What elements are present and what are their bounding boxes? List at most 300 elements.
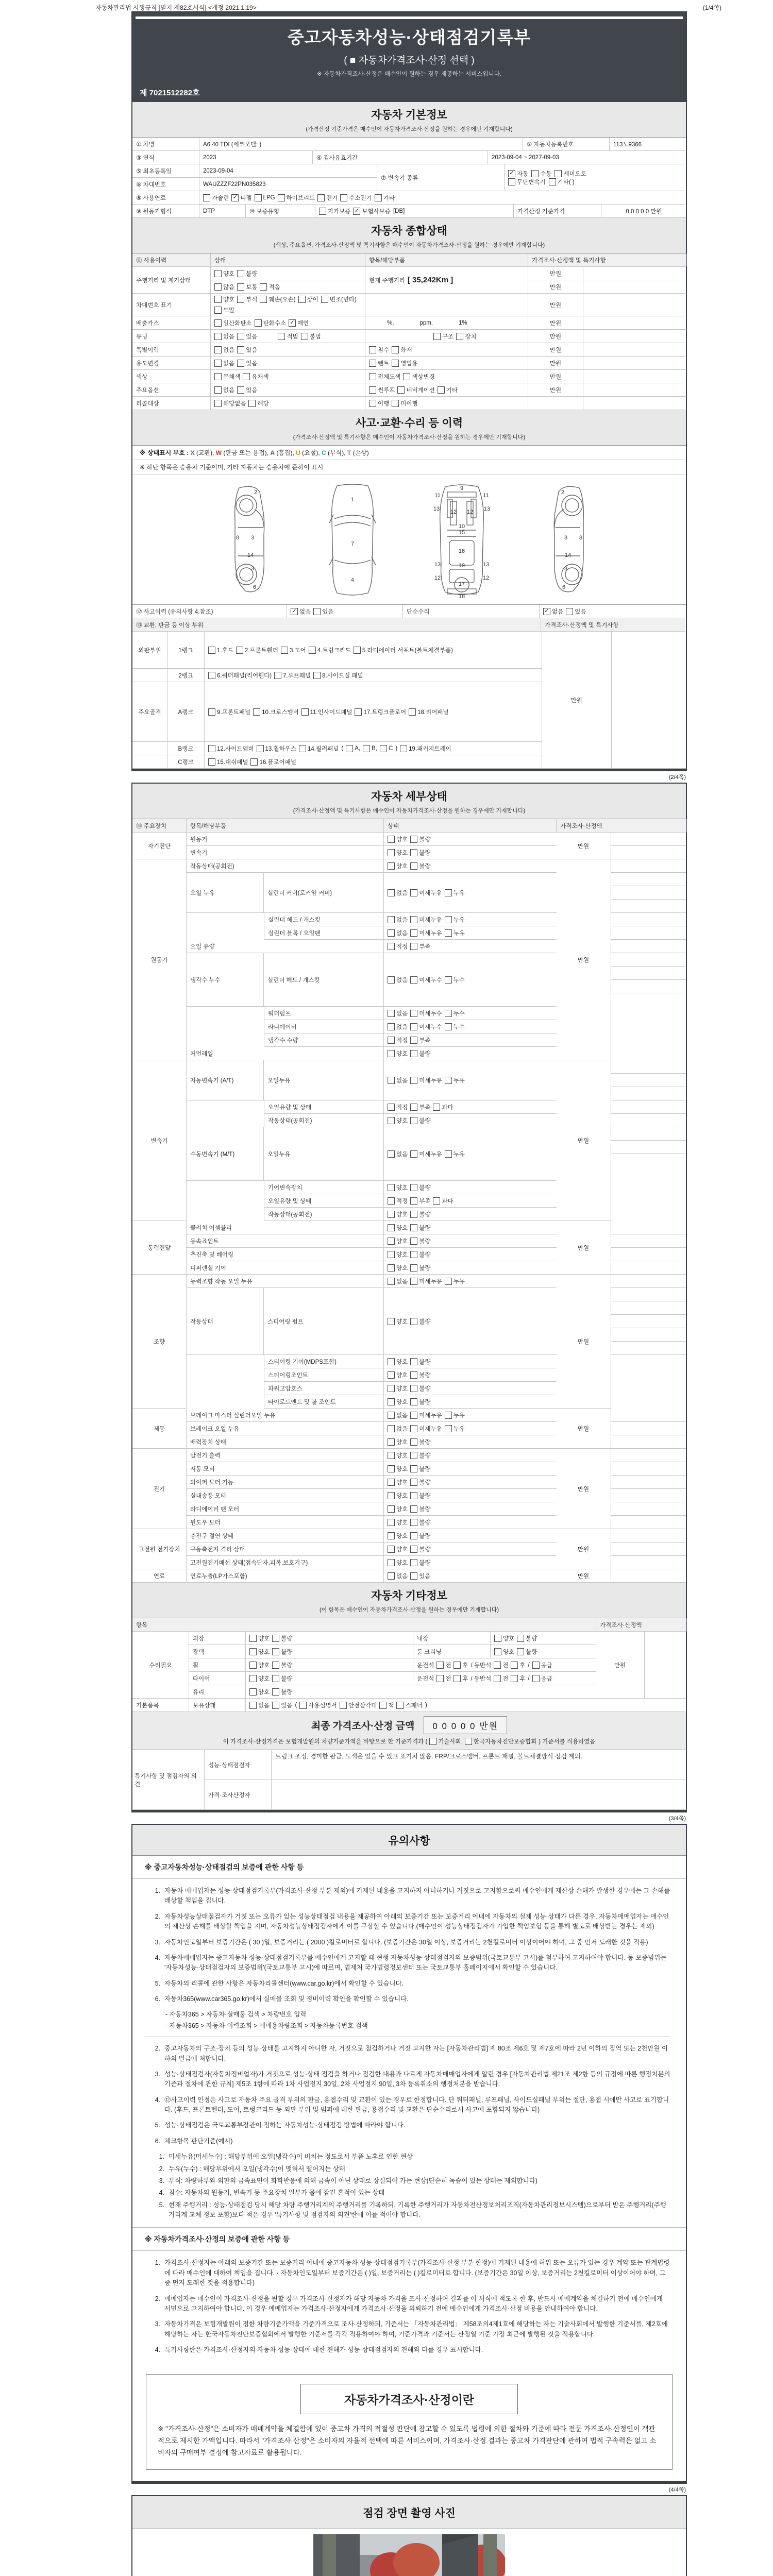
checkbox-box[interactable]	[410, 1211, 417, 1218]
checkbox-미세누유[interactable]	[410, 916, 442, 924]
checkbox-box[interactable]	[272, 1688, 279, 1696]
checkbox-box[interactable]	[409, 708, 416, 716]
checkbox-불량[interactable]	[272, 1688, 292, 1696]
checkbox-box[interactable]	[388, 1398, 395, 1405]
checkbox-box[interactable]	[274, 672, 281, 679]
checkbox-전[interactable]	[494, 1674, 508, 1683]
checkbox-과다[interactable]	[433, 1197, 453, 1205]
checkbox-box[interactable]	[388, 1412, 395, 1419]
checkbox-미이행[interactable]	[392, 399, 417, 408]
checkbox-5.라디에이터 서포트(볼트체결부품)[interactable]	[354, 646, 453, 654]
checkbox-무채색[interactable]	[214, 372, 240, 381]
checkbox-box[interactable]	[260, 296, 267, 303]
checkbox-box[interactable]	[410, 1452, 417, 1459]
checkbox-잭[interactable]	[379, 1701, 394, 1709]
checkbox-부족[interactable]	[410, 1036, 430, 1044]
checkbox-있음[interactable]	[237, 346, 257, 354]
checkbox-불량[interactable]	[410, 1518, 430, 1527]
checkbox-양호[interactable]	[388, 1451, 408, 1460]
checkbox-box[interactable]	[436, 1662, 444, 1669]
checkbox-box[interactable]	[410, 1224, 417, 1231]
checkbox-box[interactable]	[388, 1465, 395, 1472]
checkbox-box[interactable]	[445, 1023, 452, 1030]
checkbox-box[interactable]	[532, 1675, 540, 1682]
checkbox-box[interactable]	[272, 1635, 279, 1642]
checkbox-후[interactable]	[453, 1661, 468, 1669]
checkbox-렌트[interactable]	[369, 359, 389, 367]
checkbox-1.후드[interactable]	[208, 646, 233, 654]
checkbox-box[interactable]	[208, 708, 215, 716]
checkbox-box[interactable]	[250, 758, 258, 766]
checkbox-box[interactable]	[388, 916, 395, 923]
checkbox-불량[interactable]	[410, 1438, 430, 1446]
checkbox-box[interactable]	[388, 1572, 395, 1580]
checkbox-box[interactable]	[410, 929, 417, 937]
checkbox-양호[interactable]	[388, 1371, 408, 1379]
checkbox-box[interactable]	[369, 386, 376, 394]
checkbox-불량[interactable]	[410, 1398, 430, 1406]
checkbox-불량[interactable]	[410, 1505, 430, 1513]
checkbox-19.패키지트레이[interactable]	[400, 744, 451, 753]
checkbox-해당[interactable]	[248, 399, 268, 408]
checkbox-누유[interactable]	[445, 1076, 465, 1084]
checkbox-4.트렁크리드[interactable]	[309, 646, 351, 654]
checkbox-화재[interactable]	[392, 346, 412, 354]
checkbox-box[interactable]	[354, 647, 361, 654]
checkbox-box[interactable]	[340, 1702, 347, 1709]
checkbox-불량[interactable]	[410, 1545, 430, 1553]
checkbox-box[interactable]	[388, 1278, 395, 1285]
checkbox-box[interactable]	[554, 170, 562, 177]
checkbox-box[interactable]	[566, 608, 573, 615]
checkbox-전기[interactable]	[317, 194, 338, 202]
checkbox-box[interactable]	[388, 1519, 395, 1526]
checkbox-불량[interactable]	[410, 849, 430, 857]
checkbox-미세누수[interactable]	[410, 1009, 442, 1018]
checkbox-양호[interactable]	[214, 269, 234, 278]
checkbox-가솔린[interactable]	[203, 194, 229, 202]
checkbox-box[interactable]	[410, 1150, 417, 1158]
checkbox-있음[interactable]	[237, 359, 257, 367]
checkbox-있음[interactable]	[237, 386, 257, 394]
checkbox-box[interactable]	[465, 1738, 472, 1745]
checkbox-침수[interactable]	[369, 346, 389, 354]
checkbox-box[interactable]	[410, 836, 417, 843]
checkbox-누수[interactable]	[445, 1023, 465, 1031]
checkbox-box[interactable]	[517, 1648, 524, 1655]
checkbox-양호[interactable]	[388, 1358, 408, 1366]
checkbox-양호[interactable]	[388, 862, 408, 870]
checkbox-box[interactable]	[410, 1505, 417, 1513]
checkbox-box[interactable]	[388, 1371, 395, 1379]
checkbox-box[interactable]	[388, 836, 395, 843]
checkbox-box[interactable]	[388, 1438, 395, 1446]
checkbox-box[interactable]	[321, 296, 328, 303]
checkbox-box[interactable]	[388, 1559, 395, 1566]
checkbox-없음[interactable]	[388, 1425, 408, 1433]
checkbox-양호[interactable]	[388, 1492, 408, 1500]
checkbox-보통[interactable]	[237, 283, 257, 291]
checkbox-box[interactable]	[388, 976, 395, 984]
checkbox-전[interactable]	[436, 1661, 451, 1669]
checkbox-부족[interactable]	[410, 942, 430, 951]
checkbox-불량[interactable]	[410, 1116, 430, 1125]
checkbox-17.트렁크플로어[interactable]	[355, 708, 406, 716]
checkbox-양호[interactable]	[388, 1250, 408, 1259]
checkbox-box[interactable]	[237, 386, 244, 394]
checkbox-box[interactable]	[255, 194, 262, 201]
checkbox-box[interactable]	[410, 943, 417, 950]
checkbox-box[interactable]	[410, 1559, 417, 1566]
checkbox-양호[interactable]	[388, 1478, 408, 1486]
checkbox-box[interactable]	[298, 296, 306, 303]
checkbox-장치[interactable]	[456, 332, 476, 341]
checkbox-자가보증[interactable]	[319, 207, 350, 215]
checkbox-누유[interactable]	[445, 1411, 465, 1419]
checkbox-box[interactable]	[511, 1675, 518, 1682]
checkbox-스패너[interactable]	[396, 1701, 422, 1709]
checkbox-미세누수[interactable]	[410, 976, 442, 984]
checkbox-box[interactable]	[249, 1635, 257, 1642]
checkbox-box[interactable]	[388, 943, 395, 950]
checkbox-양호[interactable]	[249, 1661, 270, 1669]
checkbox-응급[interactable]	[532, 1674, 552, 1683]
checkbox-없음[interactable]	[214, 386, 234, 394]
checkbox-변조(변타)[interactable]	[321, 295, 357, 303]
checkbox-box[interactable]	[388, 1532, 395, 1539]
checkbox-불량[interactable]	[410, 1049, 430, 1058]
checkbox-box[interactable]	[410, 1023, 417, 1030]
checkbox-14.필러패널[interactable]	[299, 744, 339, 753]
checkbox-후[interactable]	[511, 1661, 525, 1669]
checkbox-15.대쉬패널[interactable]	[208, 758, 248, 766]
checkbox-box[interactable]	[445, 1010, 452, 1017]
checkbox-불법[interactable]	[301, 332, 321, 341]
checkbox-box[interactable]	[257, 745, 264, 752]
checkbox-box[interactable]	[278, 194, 285, 201]
checkbox-box[interactable]	[517, 1635, 524, 1642]
checkbox-불량[interactable]	[410, 1317, 430, 1326]
checkbox-없음[interactable]	[388, 1411, 408, 1419]
checkbox-box[interactable]	[410, 889, 417, 896]
checkbox-매연[interactable]	[289, 319, 309, 327]
checkbox-불량[interactable]	[272, 1648, 292, 1656]
checkbox-부족[interactable]	[410, 1197, 430, 1205]
checkbox-box[interactable]	[410, 1251, 417, 1258]
checkbox-box[interactable]: ✓	[353, 208, 360, 215]
checkbox-없음[interactable]	[388, 1076, 408, 1084]
checkbox-box[interactable]	[249, 1688, 257, 1696]
checkbox-box[interactable]	[410, 849, 417, 856]
checkbox-box[interactable]	[433, 1104, 440, 1111]
checkbox-11.인사이드패널[interactable]	[301, 708, 352, 716]
checkbox-있음[interactable]	[313, 607, 333, 616]
checkbox-box[interactable]	[203, 194, 210, 201]
checkbox-미세누유[interactable]	[410, 1150, 442, 1158]
checkbox-불량[interactable]	[410, 1237, 430, 1245]
checkbox-무단변속기[interactable]	[508, 178, 546, 186]
checkbox-적음[interactable]	[260, 283, 280, 291]
checkbox-box[interactable]	[237, 346, 244, 353]
checkbox-box[interactable]	[410, 1398, 417, 1405]
checkbox-없음[interactable]	[388, 1572, 408, 1580]
checkbox-응급[interactable]	[532, 1661, 552, 1669]
checkbox-box[interactable]	[392, 346, 399, 353]
checkbox-box[interactable]	[494, 1648, 501, 1655]
checkbox-7.루프패널[interactable]	[274, 671, 311, 680]
checkbox-box[interactable]	[208, 745, 215, 752]
checkbox-불량[interactable]	[410, 1558, 430, 1567]
checkbox-box[interactable]	[396, 1702, 404, 1709]
checkbox-미세누유[interactable]	[410, 929, 442, 937]
checkbox-box[interactable]	[380, 745, 387, 752]
checkbox-box[interactable]	[388, 1425, 395, 1432]
checkbox-양호[interactable]	[388, 1264, 408, 1272]
checkbox-하이브리드[interactable]	[278, 194, 315, 202]
checkbox-훼손(오손)[interactable]	[260, 295, 295, 303]
checkbox-구조[interactable]	[433, 332, 453, 341]
checkbox-디젤[interactable]	[231, 194, 251, 202]
checkbox-box[interactable]	[410, 976, 417, 984]
checkbox-box[interactable]	[388, 1077, 395, 1084]
checkbox-box[interactable]	[456, 333, 463, 340]
checkbox-양호[interactable]	[388, 1224, 408, 1232]
checkbox-box[interactable]	[392, 360, 399, 367]
checkbox-양호[interactable]	[249, 1688, 270, 1696]
checkbox-12.사이드멤버[interactable]	[208, 744, 254, 753]
checkbox-양호[interactable]	[388, 1317, 408, 1326]
checkbox-box[interactable]	[243, 373, 250, 380]
checkbox-box[interactable]	[511, 1662, 518, 1669]
checkbox-자동[interactable]	[508, 170, 528, 178]
checkbox-탄화수소[interactable]	[255, 319, 286, 327]
checkbox-box[interactable]	[388, 1385, 395, 1392]
checkbox-기타( )[interactable]	[549, 178, 575, 186]
checkbox-도말[interactable]	[214, 306, 234, 314]
checkbox-누유[interactable]	[445, 1425, 465, 1433]
checkbox-불량[interactable]	[410, 862, 430, 870]
checkbox-box[interactable]	[388, 889, 395, 896]
checkbox-불량[interactable]	[410, 1224, 430, 1232]
checkbox-C[interactable]	[380, 745, 393, 752]
checkbox-box[interactable]	[532, 1662, 540, 1669]
checkbox-box[interactable]	[369, 360, 376, 367]
checkbox-미세누유[interactable]	[410, 1277, 442, 1285]
checkbox-box[interactable]	[410, 1438, 417, 1446]
checkbox-불량[interactable]	[410, 1183, 430, 1192]
checkbox-없음[interactable]	[388, 889, 408, 897]
checkbox-box[interactable]	[237, 283, 244, 291]
checkbox-box[interactable]	[410, 1371, 417, 1379]
checkbox-box[interactable]	[445, 1150, 452, 1158]
checkbox-누수[interactable]	[445, 976, 465, 984]
checkbox-box[interactable]	[410, 916, 417, 923]
checkbox-box[interactable]	[410, 1238, 417, 1245]
checkbox-box[interactable]: ✓	[543, 608, 550, 615]
checkbox-box[interactable]	[278, 333, 285, 340]
checkbox-이행[interactable]	[369, 399, 389, 408]
checkbox-한국자동차진단보증협회[interactable]	[465, 1737, 536, 1745]
checkbox-전체도색[interactable]	[369, 372, 400, 381]
checkbox-box[interactable]	[249, 1702, 257, 1709]
checkbox-9.프론트패널[interactable]	[208, 708, 250, 716]
checkbox-box[interactable]	[272, 1702, 279, 1709]
checkbox-양호[interactable]	[388, 1116, 408, 1125]
checkbox-box[interactable]	[445, 1425, 452, 1432]
checkbox-box[interactable]	[309, 647, 316, 654]
checkbox-후[interactable]	[453, 1674, 468, 1683]
checkbox-없음[interactable]	[388, 1009, 408, 1018]
checkbox-수소전기[interactable]	[340, 194, 372, 202]
checkbox-box[interactable]: ✓	[289, 319, 296, 327]
checkbox-box[interactable]	[388, 1117, 395, 1124]
checkbox-box[interactable]	[214, 319, 222, 327]
checkbox-기타[interactable]	[375, 194, 395, 202]
checkbox-box[interactable]	[410, 1532, 417, 1539]
checkbox-box[interactable]	[388, 1492, 395, 1499]
checkbox-box[interactable]	[388, 1505, 395, 1513]
checkbox-과다[interactable]	[433, 1103, 453, 1111]
checkbox-box[interactable]	[429, 1738, 436, 1745]
checkbox-box[interactable]	[410, 1037, 417, 1044]
checkbox-box[interactable]	[299, 1702, 307, 1709]
checkbox-양호[interactable]	[388, 1465, 408, 1473]
checkbox-많음[interactable]	[214, 283, 234, 291]
checkbox-3.도어[interactable]	[281, 646, 306, 654]
checkbox-안전삼각대[interactable]	[340, 1701, 377, 1709]
checkbox-box[interactable]	[214, 283, 222, 291]
checkbox-box[interactable]	[549, 178, 556, 185]
checkbox-box[interactable]	[438, 386, 445, 394]
checkbox-box[interactable]	[388, 1150, 395, 1158]
checkbox-box[interactable]	[388, 1037, 395, 1044]
checkbox-있음[interactable]	[237, 332, 257, 341]
checkbox-없음[interactable]	[214, 346, 234, 354]
checkbox-양호[interactable]	[388, 835, 408, 843]
checkbox-box[interactable]	[410, 1117, 417, 1124]
checkbox-미세누유[interactable]	[410, 889, 442, 897]
checkbox-box[interactable]	[445, 1412, 452, 1419]
checkbox-box[interactable]	[214, 373, 222, 380]
checkbox-box[interactable]	[249, 1648, 257, 1655]
checkbox-있음[interactable]	[410, 1572, 430, 1580]
checkbox-없음[interactable]	[249, 1701, 270, 1709]
checkbox-불량[interactable]	[410, 1210, 430, 1218]
checkbox-상이[interactable]	[298, 295, 318, 303]
checkbox-box[interactable]	[375, 194, 382, 201]
checkbox-기술사회,[interactable]	[429, 1737, 463, 1745]
checkbox-양호[interactable]	[388, 1532, 408, 1540]
checkbox-누수[interactable]	[445, 1009, 465, 1018]
checkbox-적정[interactable]	[388, 1197, 408, 1205]
checkbox-불량[interactable]	[410, 1492, 430, 1500]
checkbox-없음[interactable]	[388, 1277, 408, 1285]
checkbox-box[interactable]	[400, 745, 407, 752]
checkbox-box[interactable]	[388, 1251, 395, 1258]
checkbox-없음[interactable]	[214, 332, 234, 341]
checkbox-미세누유[interactable]	[410, 1425, 442, 1433]
checkbox-box[interactable]	[388, 1023, 395, 1030]
checkbox-box[interactable]	[388, 1479, 395, 1486]
checkbox-box[interactable]	[272, 1662, 279, 1669]
checkbox-box[interactable]	[319, 208, 326, 215]
checkbox-box[interactable]	[369, 373, 376, 380]
checkbox-불량[interactable]	[517, 1634, 537, 1642]
checkbox-box[interactable]	[410, 1104, 417, 1111]
checkbox-box[interactable]	[445, 889, 452, 896]
checkbox-기타[interactable]	[438, 386, 458, 394]
checkbox-box[interactable]	[494, 1635, 501, 1642]
checkbox-box[interactable]	[272, 1648, 279, 1655]
checkbox-box[interactable]	[317, 194, 325, 201]
checkbox-6.쿼터패널(리어휀다)[interactable]	[208, 671, 272, 680]
checkbox-전[interactable]	[494, 1661, 508, 1669]
checkbox-양호[interactable]	[388, 1518, 408, 1527]
checkbox-box[interactable]	[388, 1546, 395, 1553]
checkbox-box[interactable]	[410, 1492, 417, 1499]
checkbox-미세누수[interactable]	[410, 1023, 442, 1031]
checkbox-불량[interactable]	[410, 1264, 430, 1272]
checkbox-있음[interactable]	[272, 1701, 292, 1709]
checkbox-불량[interactable]	[272, 1674, 292, 1683]
checkbox-양호[interactable]	[249, 1648, 270, 1656]
checkbox-box[interactable]	[237, 333, 244, 340]
checkbox-box[interactable]	[253, 708, 260, 716]
checkbox-box[interactable]	[445, 916, 452, 923]
checkbox-누유[interactable]	[445, 1277, 465, 1285]
checkbox-box[interactable]	[410, 1264, 417, 1272]
checkbox-불량[interactable]	[410, 1250, 430, 1259]
checkbox-box[interactable]	[388, 1224, 395, 1231]
checkbox-box[interactable]	[410, 1197, 417, 1205]
checkbox-box[interactable]	[410, 1425, 417, 1432]
checkbox-양호[interactable]	[249, 1674, 270, 1683]
checkbox-적정[interactable]	[388, 942, 408, 951]
checkbox-box[interactable]	[531, 170, 539, 177]
checkbox-B,[interactable]	[363, 745, 377, 752]
checkbox-box[interactable]	[445, 929, 452, 937]
checkbox-누유[interactable]	[445, 1150, 465, 1158]
checkbox-box[interactable]	[301, 708, 309, 716]
checkbox-box[interactable]	[445, 1077, 452, 1084]
checkbox-양호[interactable]	[388, 1210, 408, 1218]
checkbox-box[interactable]	[260, 283, 267, 291]
checkbox-box[interactable]	[445, 1278, 452, 1285]
checkbox-box[interactable]	[410, 1479, 417, 1486]
checkbox-불량[interactable]	[410, 1478, 430, 1486]
checkbox-box[interactable]	[494, 1675, 501, 1682]
checkbox-box[interactable]	[249, 1675, 257, 1682]
checkbox-영업용[interactable]	[392, 359, 417, 367]
checkbox-box[interactable]: ✓	[508, 170, 515, 177]
checkbox-네비게이션[interactable]	[397, 386, 435, 394]
checkbox-box[interactable]	[508, 178, 515, 185]
checkbox-box[interactable]	[433, 1197, 440, 1205]
checkbox-16.플로어패널[interactable]	[250, 758, 296, 766]
checkbox-box[interactable]	[301, 333, 308, 340]
checkbox-2.프론트휀더[interactable]	[236, 646, 278, 654]
checkbox-미세누유[interactable]	[410, 1411, 442, 1419]
checkbox-box[interactable]	[379, 1702, 386, 1709]
checkbox-box[interactable]	[214, 270, 222, 277]
checkbox-양호[interactable]	[388, 849, 408, 857]
checkbox-양호[interactable]	[388, 1049, 408, 1058]
checkbox-box[interactable]	[494, 1662, 501, 1669]
checkbox-box[interactable]	[453, 1662, 461, 1669]
checkbox-일산화탄소[interactable]	[214, 319, 252, 327]
checkbox-LPG[interactable]	[255, 194, 275, 201]
checkbox-box[interactable]	[249, 1662, 257, 1669]
